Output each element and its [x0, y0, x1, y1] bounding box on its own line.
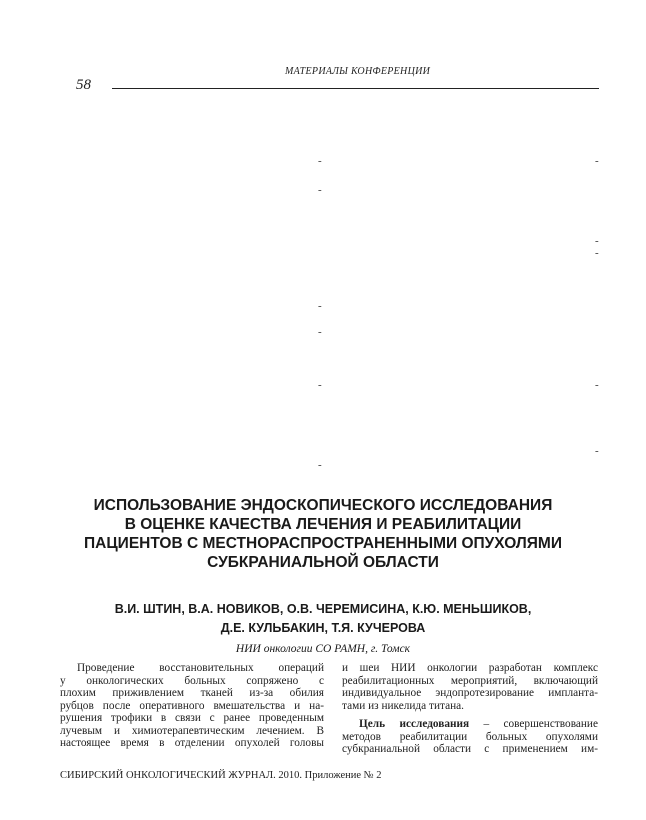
title-line: СУБКРАНИАЛЬНОЙ ОБЛАСТИ: [207, 554, 439, 571]
author-line: В.И. ШТИН, В.А. НОВИКОВ, О.В. ЧЕРЕМИСИНА, К.Ю. МЕНЬШИКОВ,: [114, 602, 532, 616]
body-line: лучевым и химиотерапевтическим лечением. В: [60, 724, 324, 737]
hyphen-mark: -: [318, 184, 322, 196]
goal-text: – совершенствование: [469, 718, 598, 730]
goal-label: Цель исследования: [359, 718, 470, 730]
title-line: В ОЦЕНКЕ КАЧЕСТВА ЛЕЧЕНИЯ И РЕАБИЛИТАЦИИ: [124, 516, 522, 533]
author-list: [60, 600, 586, 638]
hyphen-mark: -: [595, 235, 599, 247]
body-line: тами из никелида титана.: [342, 699, 464, 712]
body-line: рушения трофики в связи с ранее проведенным: [60, 712, 324, 724]
body-column-right: [342, 662, 598, 756]
author-line: Д.Е. КУЛЬБАКИН, Т.Я. КУЧЕРОВА: [220, 621, 426, 635]
body-line: и шеи НИИ онкологии разработан комплекс: [342, 662, 598, 674]
title-line: ПАЦИЕНТОВ С МЕСТНОРАСПРОСТРАНЕННЫМИ ОПУХОЛЯМИ: [84, 535, 562, 552]
article-title: [60, 496, 586, 572]
body-line: настоящее время в отделении опухолей головы: [60, 737, 324, 749]
page-number: 58: [76, 77, 91, 93]
hyphen-mark: -: [318, 300, 322, 312]
title-line: ИСПОЛЬЗОВАНИЕ ЭНДОСКОПИЧЕСКОГО ИССЛЕДОВАНИЯ: [93, 497, 553, 514]
body-line: субкраниальной области с применением им-: [342, 743, 598, 755]
body-line: индивидуальное эндопротезирование импланта-: [342, 687, 598, 699]
journal-footer: СИБИРСКИЙ ОНКОЛОГИЧЕСКИЙ ЖУРНАЛ. 2010. Приложение № 2: [60, 770, 382, 781]
body-line: рубцов после оперативного вмешательства и на-: [60, 699, 324, 712]
body-line: плохим приживлением тканей из-за обилия: [60, 687, 324, 699]
hyphen-mark: -: [318, 459, 322, 471]
hyphen-mark: -: [318, 155, 322, 167]
running-header: МАТЕРИАЛЫ КОНФЕРЕНЦИИ: [285, 66, 431, 77]
hyphen-mark: -: [595, 445, 599, 457]
hyphen-mark: -: [318, 379, 322, 391]
header-rule: [112, 88, 599, 89]
hyphen-mark: -: [595, 379, 599, 391]
body-line: у онкологических больных сопряжено с: [60, 674, 324, 687]
body-line: реабилитационных мероприятий, включающий: [342, 674, 598, 687]
body-line: методов реабилитации больных опухолями: [342, 730, 598, 743]
body-column-left: [60, 662, 324, 750]
body-line: Проведение восстановительных операций: [77, 662, 324, 674]
hyphen-mark: -: [318, 326, 322, 338]
hyphen-mark: -: [595, 155, 599, 167]
goal-line: [342, 718, 598, 731]
affiliation: НИИ онкологии СО РАМН, г. Томск: [235, 643, 411, 655]
hyphen-mark: -: [595, 247, 599, 259]
